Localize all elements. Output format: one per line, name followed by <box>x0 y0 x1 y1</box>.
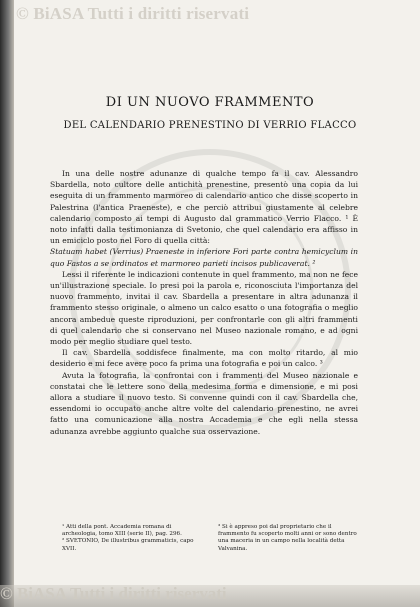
watermark-top: © BiASA Tutti i diritti riservati <box>16 4 250 23</box>
paragraph-4: Avuta la fotografia, la confrontai con i frammenti del Museo nazionale e constatai che le lettere sono della medesima forma e dimensione, e mi posi allora a studiare il nuovo testo. Si convenne quindi con il cav. Sbardella che, essendomi io occupato anche altre volte del calendario prenestino, ne avrei fatto una comunicazione alla nostra Accademia e che egli nella stessa adunanza avrebbe aggiunto qualche sua osservazione. <box>50 370 358 436</box>
footnotes-left <box>62 524 202 553</box>
paragraph-3: Il cav. Sbardella soddisfece finalmente, ma con molto ritardo, al mio desiderio e mi fece avere poco fa prima una fotografia e poi un calco. ³ <box>50 348 358 369</box>
footnote-3: ³ Si è appreso poi dal proprietario che il frammento fu scoperto molti anni or sono dentro una maceria in un campo nella località detta Valvanina. <box>218 524 357 552</box>
watermark-bottom: © BiASA Tutti i diritti riservati <box>0 584 227 603</box>
footnote-2: ² SVETONIO, De illustribus grammaticis, capo XVII. <box>62 538 194 552</box>
page-title: DI UN NUOVO FRAMMENTO <box>105 95 315 110</box>
scan-edge-shadow <box>0 0 14 607</box>
paragraph-1: In una delle nostre adunanze di qualche tempo fa il cav. Alessandro Sbardella, noto cultore delle antichità prenestine, presentò una copia da lui eseguita di un frammento marmoreo di calendario antico che disse scoperto in Palestrina (l'antica Praeneste), e che perciò attribui giustamente al celebre calendario composto ai tempi di Augusto dal grammatico Verrio Flacco. ¹ È noto infatti dalla testimonianza di Svetonio, che quel calendario era affisso in un emiciclo posto nel Foro di quella città: <box>50 169 358 246</box>
footnote-1: ¹ Atti della pont. Accademia romana di archeologia, tomo XIII (serie II), pag. 296. <box>62 524 182 538</box>
footnotes-right <box>218 524 358 553</box>
quotation: Statuam habet (Verrius) Praeneste in inferiore Fori parte contra hemicyclum in quo Fastos a se ordinatos et marmoreo parieti incisos publicaverat. ² <box>50 247 358 268</box>
article-body <box>50 168 358 437</box>
page-subtitle: DEL CALENDARIO PRENESTINO DI VERRIO FLACCO <box>63 120 357 131</box>
paragraph-2: Lessi il riferente le indicazioni contenute in quel frammento, ma non ne fece un'illustrazione speciale. Io presi poi la parola e, riconosciuta l'importanza del nuovo frammento, invitai il cav. Sbardella a presentare in altra adunanza il frammento stesso originale, o almeno un calco esatto o una fotografia o meglio ancora ambedue queste riproduzioni, per confrontarle con gli altri frammenti di quel calendario che si conservano nel Museo nazionale romano, e ad ogni modo per meglio studiare quel testo. <box>50 269 358 347</box>
